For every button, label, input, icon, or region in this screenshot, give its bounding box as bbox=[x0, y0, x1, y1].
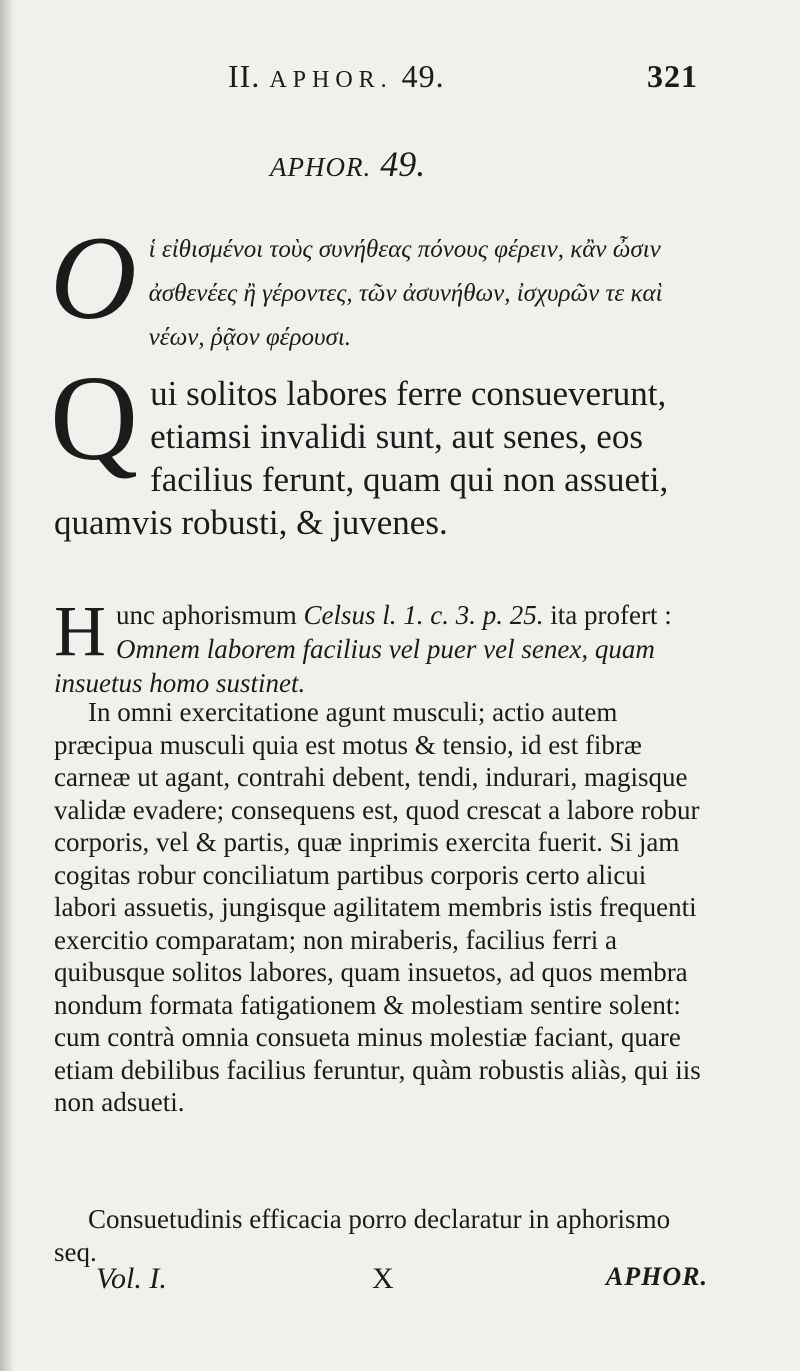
commentary-intro bbox=[54, 591, 710, 700]
commentary-reference: l. 1. c. 3. p. 25. bbox=[382, 600, 544, 630]
volume-label: Vol. I. bbox=[96, 1262, 167, 1295]
running-numeral: II. bbox=[228, 58, 261, 94]
aphorism-heading-number: 49. bbox=[380, 144, 426, 184]
commentary-profert: ita profert : bbox=[550, 600, 672, 630]
page-gutter-shadow bbox=[0, 0, 14, 1371]
commentary-intro-text: unc aphorismum bbox=[116, 600, 297, 630]
catchword: APHOR. bbox=[605, 1262, 708, 1291]
commentary-author: Celsus bbox=[303, 600, 376, 630]
latin-text: ui solitos labores ferre consueverunt, etiamsi invalidi sunt, aut senes, eos facilius ferunt, quam qui non assueti, quamvis robusti, & juvenes. bbox=[54, 374, 669, 542]
running-number: 49. bbox=[401, 58, 445, 94]
commentary-paragraph-1: In omni exercitatione agunt musculi; actio autem præcipua musculi quia est motus & tensio, id est fibræ carneæ ut agant, contrahi debent, tendi, indurari, magisque validæ evadere; consequens est, quod crescat a labore robur corporis, vel & partis, quæ inprimis exercita fuerit. Si jam cogitas robur conciliatum partibus corporis certo alicui labori assuetis, jungisque agilitatem membris istis frequenti exercitio comparatam; non miraberis, facilius ferri a quibusque solitos labores, quam insuetos, ad quos membra nondum formata fatigationem & molestiam sentire solent: cum contrà omnia consueta minus molestiæ faciant, quare etiam debilibus facilius feruntur, quàm robustis aliàs, qui iis non adsueti. bbox=[54, 697, 701, 1117]
greek-aphorism bbox=[50, 211, 710, 360]
commentary-paragraph-2: Consuetudinis efficacia porro declaratur in aphorismo seq. bbox=[54, 1204, 671, 1267]
greek-text: ἱ εἰθισμένοι τοὺς συνήθεας πόνους φέρειν, κἂν ὦσιν ἀσθενέες ἢ γέροντες, τῶν ἀσυνήθων, ἰσχυρῶν τε καὶ νέων, ῥᾷον φέρουσι. bbox=[148, 236, 663, 351]
signature-mark: X bbox=[372, 1262, 394, 1295]
greek-dropcap: O bbox=[50, 211, 137, 344]
running-title bbox=[228, 58, 445, 95]
commentary-dropcap: H bbox=[54, 591, 106, 671]
latin-translation bbox=[50, 351, 710, 544]
page-footer bbox=[96, 1262, 708, 1302]
commentary-quote: Omnem laborem facilius vel puer vel senex, quam insuetus homo sustinet. bbox=[54, 634, 655, 698]
page-number: 321 bbox=[647, 58, 698, 94]
running-title-text: APHOR. bbox=[269, 67, 393, 93]
latin-dropcap: Q bbox=[50, 351, 139, 486]
running-header bbox=[228, 58, 698, 98]
aphorism-heading-label: APHOR. bbox=[270, 152, 372, 182]
aphorism-heading bbox=[270, 143, 425, 185]
